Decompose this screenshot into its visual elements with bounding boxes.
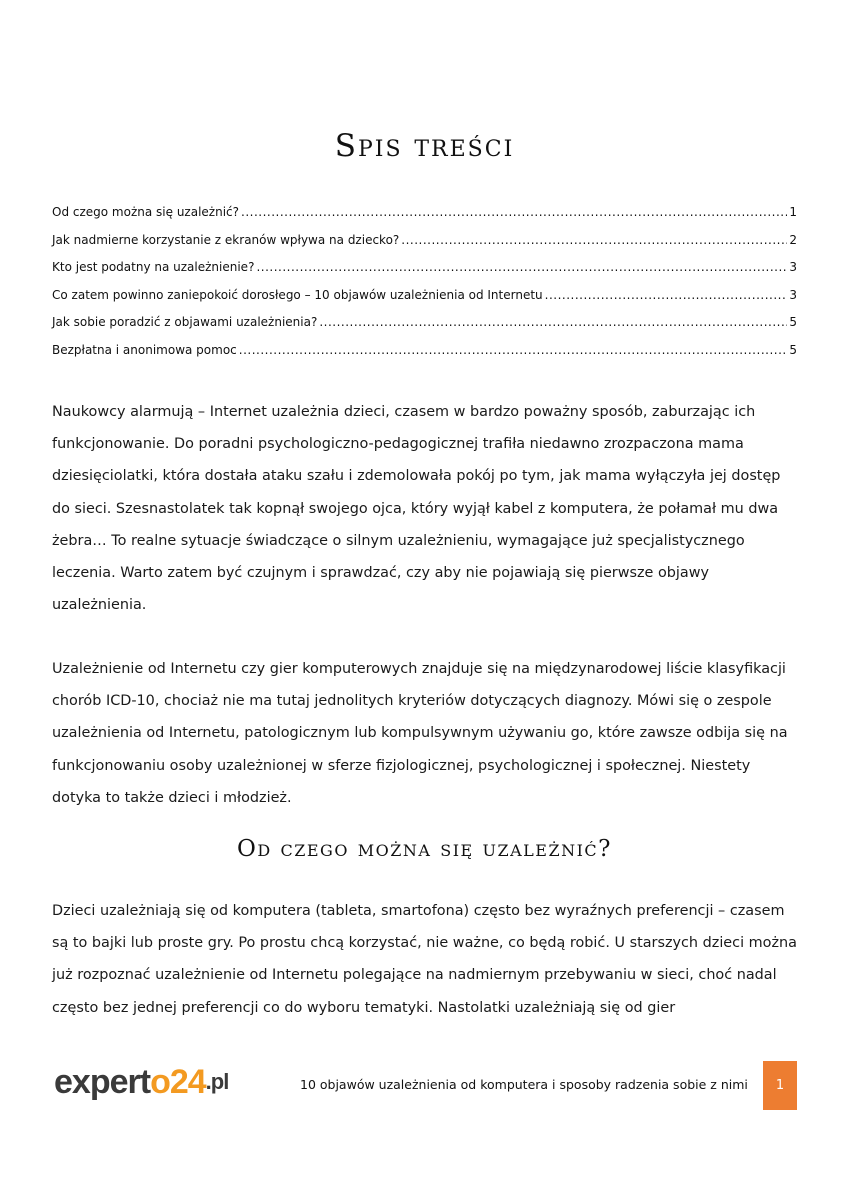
- toc-leader-dots: [241, 205, 787, 219]
- toc-entry[interactable]: [52, 260, 797, 288]
- toc-entry-page: 5: [789, 315, 797, 330]
- toc-leader-dots: [239, 343, 788, 357]
- toc-leader-dots: [319, 315, 787, 329]
- toc-entry-page: 3: [789, 260, 797, 275]
- toc-leader-dots: [256, 260, 787, 274]
- toc-entry-text[interactable]: Jak nadmierne korzystanie z ekranów wpływa na dziecko?: [52, 232, 400, 247]
- page-number-badge: 1: [763, 1061, 797, 1110]
- toc-entry-page: 2: [789, 232, 797, 247]
- logo-text-tld: .pl: [205, 1069, 229, 1094]
- logo-text-experto: expert: [54, 1062, 151, 1101]
- toc-entry-text[interactable]: Od czego można się uzależnić?: [52, 205, 239, 219]
- body-paragraph: Uzależnienie od Internetu czy gier komputerowych znajduje się na międzynarodowej liście klasyfikacji chorób ICD-10, chociaż nie ma tutaj jednolitych kryteriów dotyczących diagnozy. Mówi się o zespole uzależnienia od Internetu, patologicznym lub kompulsywnym używaniu go, które zawsze odbija się na funkcjonowaniu osoby uzależnionej w sferze fizjologicznej, psychologicznej i społecznej. Niestety dotyka to także dzieci i młodzież.: [52, 661, 788, 806]
- toc-entry[interactable]: [52, 315, 797, 343]
- toc-entry[interactable]: [52, 288, 797, 316]
- logo-text-24: o24: [150, 1062, 206, 1101]
- toc-entry[interactable]: [52, 343, 797, 371]
- toc-leader-dots: [545, 288, 788, 302]
- toc-entry-page: 5: [789, 342, 797, 357]
- toc-entry[interactable]: [52, 205, 797, 233]
- toc-entry[interactable]: [52, 233, 797, 261]
- toc-entry-text[interactable]: Jak sobie poradzić z objawami uzależnienia?: [52, 315, 318, 330]
- section-heading: Od czego można się uzależnić?: [237, 836, 612, 862]
- experto24-logo: [54, 1062, 228, 1102]
- toc-entry-page: 3: [789, 287, 797, 302]
- toc-entry-text[interactable]: Co zatem powinno zaniepokoić dorosłego – 10 objawów uzależnienia od Internetu: [52, 287, 543, 302]
- footer-title: 10 objawów uzależnienia od komputera i sposoby radzenia sobie z nimi: [300, 1077, 748, 1092]
- intro-paragraph: Naukowcy alarmują – Internet uzależnia dzieci, czasem w bardzo poważny sposób, zaburzając ich funkcjonowanie. Do poradni psychologiczno-pedagogicznej trafiła niedawno zrozpaczona mama dziesięciolatki, która dostała ataku szału i zdemolowała pokój po tym, jak mama wyłączyła jej dostęp do sieci. Szesnastolatek tak kopnął swojego ojca, który wyjął kabel z komputera, że połamał mu dwa żebra… To realne sytuacje świadczące o silnym uzależnieniu, wymagające już specjalistycznego leczenia. Warto zatem być czujnym i sprawdzać, czy aby nie pojawiają się pierwsze objawy uzależnienia.: [52, 404, 781, 614]
- toc-leader-dots: [401, 233, 787, 247]
- table-of-contents: [52, 205, 797, 371]
- toc-entry-text[interactable]: Kto jest podatny na uzależnienie?: [52, 260, 255, 275]
- section-paragraph: Dzieci uzależniają się od komputera (tableta, smartofona) często bez wyraźnych preferencji – czasem są to bajki lub proste gry. Po prostu chcą korzystać, nie ważne, co będą robić. U starszych dzieci można już rozpoznać uzależnienie od Internetu polegające na nadmiernym przebywaniu w sieci, choć nadal często bez jednej preferencji co do wyboru tematyki. Nastolatki uzależniają się od gier: [52, 903, 797, 1016]
- toc-entry-page: 1: [789, 205, 797, 219]
- toc-title: Spis treści: [334, 128, 515, 164]
- toc-entry-text[interactable]: Bezpłatna i anonimowa pomoc: [52, 342, 237, 357]
